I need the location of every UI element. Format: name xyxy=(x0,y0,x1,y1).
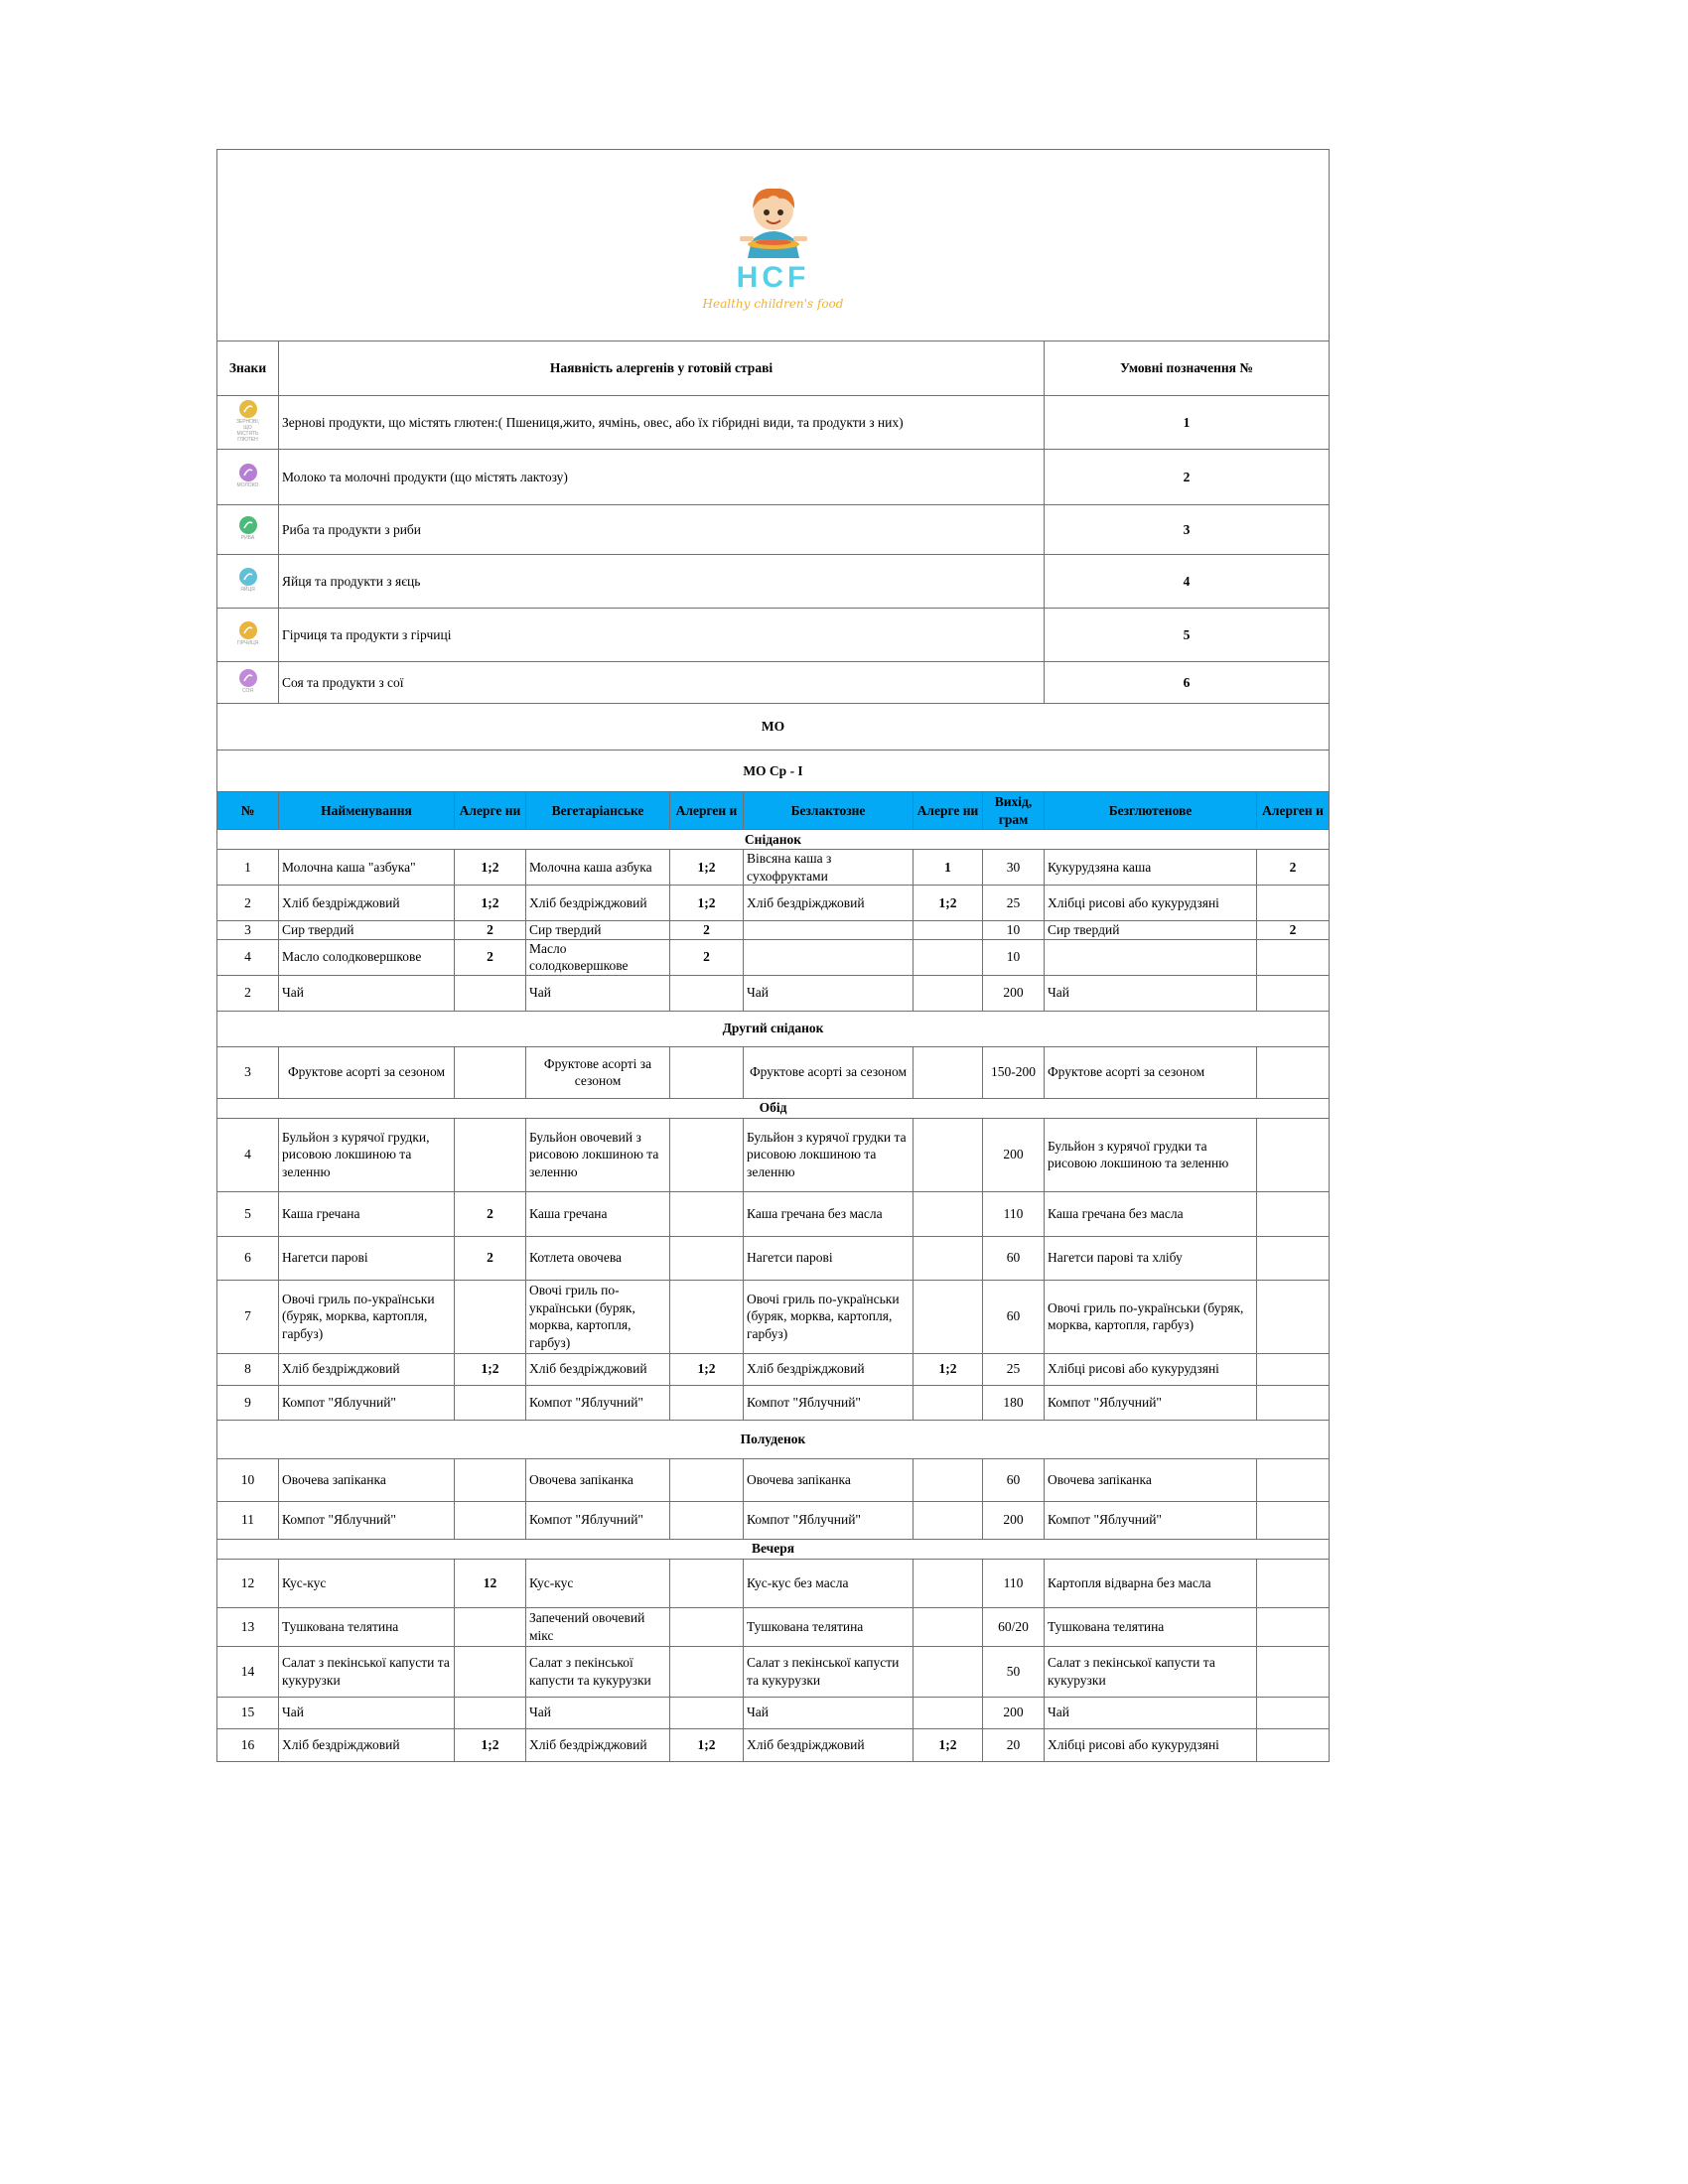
dish-cell xyxy=(914,975,983,1011)
dish-cell: Каша гречана xyxy=(526,1191,670,1236)
allergen-sign-cell xyxy=(217,450,279,505)
dish-cell: Чай xyxy=(1045,975,1257,1011)
dish-cell: Сир твердий xyxy=(1045,921,1257,940)
dish-cell: Кукурудзяна каша xyxy=(1045,850,1257,886)
dish-cell: 15 xyxy=(217,1697,279,1728)
allergen-icon-caption: ЯЙЦЯ xyxy=(240,587,255,594)
dish-row xyxy=(217,1118,1330,1191)
dish-cell: Чай xyxy=(744,1697,914,1728)
dish-cell: 200 xyxy=(983,1118,1045,1191)
dish-cell xyxy=(670,1501,744,1539)
dish-cell: Хліб бездріжджовий xyxy=(526,1353,670,1385)
dish-cell: Чай xyxy=(279,1697,455,1728)
dish-row xyxy=(217,975,1330,1011)
dish-cell: 8 xyxy=(217,1353,279,1385)
allergen-description: Зернові продукти, що містять глютен:( Пшениця,жито, ячмінь, овес, або їх гібридні види, та продукти з них) xyxy=(279,396,1045,450)
dish-cell: Котлета овочева xyxy=(526,1236,670,1280)
dish-cell: Картопля відварна без масла xyxy=(1045,1559,1257,1607)
dish-cell: Тушкована телятина xyxy=(1045,1607,1257,1646)
dish-cell: 6 xyxy=(217,1236,279,1280)
dish-cell xyxy=(455,1607,526,1646)
dish-cell: 2 xyxy=(1257,921,1330,940)
dish-cell: 1;2 xyxy=(670,1353,744,1385)
logo-text: HCF xyxy=(736,260,810,294)
dish-cell: 50 xyxy=(983,1646,1045,1697)
dish-cell: 2 xyxy=(455,921,526,940)
dish-cell xyxy=(1257,1607,1330,1646)
dish-cell: Сир твердий xyxy=(279,921,455,940)
dish-cell: 14 xyxy=(217,1646,279,1697)
dish-cell: Салат з пекінської капусти та кукурузки xyxy=(279,1646,455,1697)
dish-row xyxy=(217,1385,1330,1420)
allergen-row xyxy=(217,555,1330,609)
menu-column-header: Безлактозне xyxy=(744,792,914,830)
dish-cell xyxy=(1257,886,1330,921)
allergen-sign-cell xyxy=(217,505,279,555)
allergen-number: 4 xyxy=(1045,555,1330,609)
dish-cell: Хлібці рисові або кукурудзяні xyxy=(1045,1728,1257,1761)
allergen-icon-caption: РИБА xyxy=(240,535,255,542)
dish-cell: Салат з пекінської капусти та кукурузки xyxy=(744,1646,914,1697)
dish-cell xyxy=(455,1501,526,1539)
dish-cell xyxy=(1257,1728,1330,1761)
dish-cell xyxy=(744,921,914,940)
menu-column-header: Алерген и xyxy=(670,792,744,830)
allergen-number: 3 xyxy=(1045,505,1330,555)
dish-cell xyxy=(455,1280,526,1353)
dish-cell: Фруктове асорті за сезоном xyxy=(1045,1046,1257,1098)
dish-cell xyxy=(455,1458,526,1501)
fish-icon xyxy=(235,515,261,541)
dish-cell: 10 xyxy=(217,1458,279,1501)
boy-mascot-icon xyxy=(724,179,823,258)
dish-cell xyxy=(1257,1280,1330,1353)
allergen-description: Молоко та молочні продукти (що містять лактозу) xyxy=(279,450,1045,505)
dish-cell xyxy=(1257,1559,1330,1607)
logo-tagline: Healthy children's food xyxy=(702,296,844,311)
dish-cell xyxy=(670,1458,744,1501)
dish-row xyxy=(217,1458,1330,1501)
dish-cell xyxy=(1257,1501,1330,1539)
dish-cell: Нагетси парові xyxy=(279,1236,455,1280)
dish-cell xyxy=(670,1646,744,1697)
dish-cell: 16 xyxy=(217,1728,279,1761)
allergens-header: Наявність алергенів у готовій страві xyxy=(279,341,1045,396)
dish-cell: Чай xyxy=(279,975,455,1011)
menu-column-header: Найменування xyxy=(279,792,455,830)
dish-cell xyxy=(455,1697,526,1728)
menu-column-header: Алерге ни xyxy=(914,792,983,830)
dish-row xyxy=(217,1353,1330,1385)
dish-cell xyxy=(914,1697,983,1728)
allergen-icon-caption: СОЯ xyxy=(242,688,253,695)
dish-cell: 2 xyxy=(455,939,526,975)
dish-cell: Каша гречана xyxy=(279,1191,455,1236)
meal-section-row xyxy=(217,1539,1330,1559)
menu-column-header: № xyxy=(217,792,279,830)
dish-cell xyxy=(670,1046,744,1098)
menu-column-header: Алерген и xyxy=(1257,792,1330,830)
menu-title: МО xyxy=(217,704,1330,751)
allergen-sign-cell xyxy=(217,555,279,609)
dish-cell xyxy=(914,1118,983,1191)
dish-cell: Компот "Яблучний" xyxy=(744,1385,914,1420)
dish-row xyxy=(217,850,1330,886)
dish-cell: 1;2 xyxy=(455,1353,526,1385)
dish-cell: 1;2 xyxy=(455,1728,526,1761)
dish-cell: Вівсяна каша з сухофруктами xyxy=(744,850,914,886)
menu-title-row xyxy=(217,704,1330,751)
dish-cell: 1;2 xyxy=(670,850,744,886)
dish-cell: Бульйон з курячої грудки, рисовою локшиною та зеленню xyxy=(279,1118,455,1191)
dish-cell xyxy=(670,1280,744,1353)
dish-cell xyxy=(914,939,983,975)
menu-subtitle-row xyxy=(217,751,1330,792)
dish-cell xyxy=(914,1646,983,1697)
dish-cell: 3 xyxy=(217,1046,279,1098)
dish-cell: Компот "Яблучний" xyxy=(1045,1501,1257,1539)
dish-cell: 1 xyxy=(914,850,983,886)
dish-cell: Хліб бездріжджовий xyxy=(279,1728,455,1761)
dish-cell: Запечений овочевий мікс xyxy=(526,1607,670,1646)
dish-cell: 200 xyxy=(983,975,1045,1011)
dish-row xyxy=(217,1236,1330,1280)
document-table xyxy=(216,149,1330,1762)
dish-cell xyxy=(914,1236,983,1280)
dish-cell: Чай xyxy=(526,1697,670,1728)
dish-cell: 4 xyxy=(217,939,279,975)
logo-cell xyxy=(217,150,1330,341)
milk-icon xyxy=(235,463,261,488)
dish-cell: Овочева запіканка xyxy=(279,1458,455,1501)
dish-cell: Компот "Яблучний" xyxy=(1045,1385,1257,1420)
dish-cell xyxy=(670,1236,744,1280)
dish-cell: Хліб бездріжджовий xyxy=(526,1728,670,1761)
menu-document xyxy=(216,149,1329,1762)
dish-row xyxy=(217,1501,1330,1539)
dish-cell: Овочі гриль по-українськи (буряк, морква, картопля, гарбуз) xyxy=(744,1280,914,1353)
dish-cell: Фруктове асорті за сезоном xyxy=(744,1046,914,1098)
dish-cell: 110 xyxy=(983,1559,1045,1607)
dish-cell: Чай xyxy=(526,975,670,1011)
logo xyxy=(220,179,1326,313)
dish-cell: 10 xyxy=(983,939,1045,975)
dish-cell xyxy=(455,1385,526,1420)
dish-row xyxy=(217,1607,1330,1646)
dish-cell: 10 xyxy=(983,921,1045,940)
dish-cell: 25 xyxy=(983,1353,1045,1385)
dish-cell: 2 xyxy=(670,939,744,975)
dish-cell xyxy=(1257,1118,1330,1191)
dish-row xyxy=(217,1280,1330,1353)
dish-cell: Компот "Яблучний" xyxy=(279,1385,455,1420)
dish-cell: 3 xyxy=(217,921,279,940)
dish-cell: 200 xyxy=(983,1501,1045,1539)
dish-cell: 1;2 xyxy=(455,850,526,886)
dish-cell: Масло солодковершкове xyxy=(526,939,670,975)
dish-cell: Хліб бездріжджовий xyxy=(279,886,455,921)
dish-cell: 2 xyxy=(670,921,744,940)
dish-cell xyxy=(670,1118,744,1191)
dish-cell: Кус-кус без масла xyxy=(744,1559,914,1607)
dish-cell: 9 xyxy=(217,1385,279,1420)
dish-cell: 1;2 xyxy=(670,1728,744,1761)
dish-row xyxy=(217,886,1330,921)
allergen-number: 6 xyxy=(1045,662,1330,704)
dish-cell: 1;2 xyxy=(670,886,744,921)
dish-cell xyxy=(1257,1697,1330,1728)
meal-section-title: Другий сніданок xyxy=(217,1011,1330,1046)
soy-icon xyxy=(235,668,261,694)
dish-cell xyxy=(670,1607,744,1646)
dish-cell: Кус-кус xyxy=(279,1559,455,1607)
dish-cell xyxy=(914,1607,983,1646)
menu-header-row xyxy=(217,792,1330,830)
allergen-number: 5 xyxy=(1045,609,1330,662)
dish-cell xyxy=(670,1385,744,1420)
dish-cell: Тушкована телятина xyxy=(279,1607,455,1646)
dish-cell: Молочна каша "азбука" xyxy=(279,850,455,886)
dish-cell: Хліб бездріжджовий xyxy=(526,886,670,921)
dish-cell xyxy=(1257,1646,1330,1697)
allergen-icon-caption: ЗЕРНОВІ, ЩО МІСТЯТЬ ГЛЮТЕН xyxy=(235,419,260,444)
dish-cell: Каша гречана без масла xyxy=(744,1191,914,1236)
dish-cell: 200 xyxy=(983,1697,1045,1728)
dish-row xyxy=(217,1191,1330,1236)
allergen-header-row xyxy=(217,341,1330,396)
allergen-sign-cell xyxy=(217,396,279,450)
dish-cell xyxy=(914,1046,983,1098)
dish-cell xyxy=(670,1697,744,1728)
dish-cell: Компот "Яблучний" xyxy=(526,1501,670,1539)
dish-cell: Нагетси парові та хлібу xyxy=(1045,1236,1257,1280)
dish-cell: Компот "Яблучний" xyxy=(526,1385,670,1420)
dish-cell: 2 xyxy=(217,975,279,1011)
allergen-number: 1 xyxy=(1045,396,1330,450)
dish-cell: 110 xyxy=(983,1191,1045,1236)
allergen-sign-cell xyxy=(217,662,279,704)
dish-row xyxy=(217,1046,1330,1098)
dish-cell: 1;2 xyxy=(914,1353,983,1385)
meal-section-row xyxy=(217,1420,1330,1458)
dish-cell xyxy=(455,1646,526,1697)
allergen-row xyxy=(217,450,1330,505)
dish-cell: Овочева запіканка xyxy=(1045,1458,1257,1501)
egg-icon xyxy=(235,567,261,593)
dish-cell: Хліб бездріжджовий xyxy=(744,1353,914,1385)
dish-cell: Нагетси парові xyxy=(744,1236,914,1280)
dish-cell: 1;2 xyxy=(455,886,526,921)
dish-cell: 4 xyxy=(217,1118,279,1191)
dish-cell xyxy=(744,939,914,975)
dish-cell xyxy=(914,1458,983,1501)
menu-column-header: Вихід, грам xyxy=(983,792,1045,830)
dish-row xyxy=(217,1728,1330,1761)
dish-cell: 150-200 xyxy=(983,1046,1045,1098)
meal-section-title: Вечеря xyxy=(217,1539,1330,1559)
wheat-icon xyxy=(235,399,261,443)
dish-cell xyxy=(914,1501,983,1539)
dish-cell: Каша гречана без масла xyxy=(1045,1191,1257,1236)
dish-cell: Компот "Яблучний" xyxy=(744,1501,914,1539)
dish-cell: 1;2 xyxy=(914,886,983,921)
dish-cell xyxy=(914,1385,983,1420)
dish-cell: Масло солодковершкове xyxy=(279,939,455,975)
dish-cell: Овочі гриль по-українськи (буряк, морква, картопля, гарбуз) xyxy=(1045,1280,1257,1353)
dish-cell xyxy=(1045,939,1257,975)
dish-cell: Сир твердий xyxy=(526,921,670,940)
dish-cell: Хліб бездріжджовий xyxy=(744,1728,914,1761)
allergen-description: Яйця та продукти з яєць xyxy=(279,555,1045,609)
dish-cell xyxy=(1257,1236,1330,1280)
dish-cell xyxy=(455,1046,526,1098)
dish-cell: 20 xyxy=(983,1728,1045,1761)
dish-cell: 2 xyxy=(217,886,279,921)
dish-cell: Бульйон з курячої грудки та рисовою локшиною та зеленню xyxy=(744,1118,914,1191)
dish-cell: Салат з пекінської капусти та кукурузки xyxy=(1045,1646,1257,1697)
meal-section-title: Сніданок xyxy=(217,830,1330,850)
dish-cell: 12 xyxy=(455,1559,526,1607)
allergen-row xyxy=(217,609,1330,662)
dish-cell xyxy=(670,975,744,1011)
dish-cell: Чай xyxy=(744,975,914,1011)
dish-cell: Бульйон овочевий з рисовою локшиною та зеленню xyxy=(526,1118,670,1191)
allergen-icon-caption: МОЛОКО xyxy=(236,482,259,489)
dish-cell: 60 xyxy=(983,1236,1045,1280)
legend-number-header: Умовні позначення № xyxy=(1045,341,1330,396)
dish-cell xyxy=(914,1191,983,1236)
dish-row xyxy=(217,939,1330,975)
dish-cell xyxy=(1257,1046,1330,1098)
dish-cell: Овочі гриль по-українськи (буряк, морква, картопля, гарбуз) xyxy=(526,1280,670,1353)
dish-cell xyxy=(914,921,983,940)
meal-section-row xyxy=(217,1011,1330,1046)
dish-cell: 12 xyxy=(217,1559,279,1607)
dish-cell: 7 xyxy=(217,1280,279,1353)
meal-section-row xyxy=(217,830,1330,850)
dish-cell xyxy=(1257,1353,1330,1385)
dish-cell: 2 xyxy=(1257,850,1330,886)
dish-row xyxy=(217,921,1330,940)
dish-cell xyxy=(914,1280,983,1353)
dish-row xyxy=(217,1559,1330,1607)
dish-cell: Фруктове асорті за сезоном xyxy=(526,1046,670,1098)
dish-cell: Кус-кус xyxy=(526,1559,670,1607)
menu-subtitle: МО Ср - I xyxy=(217,751,1330,792)
dish-cell: Тушкована телятина xyxy=(744,1607,914,1646)
dish-cell: Овочева запіканка xyxy=(744,1458,914,1501)
meal-section-row xyxy=(217,1098,1330,1118)
menu-column-header: Алерге ни xyxy=(455,792,526,830)
dish-cell: 2 xyxy=(455,1236,526,1280)
mustard-icon xyxy=(235,620,261,646)
dish-cell xyxy=(914,1559,983,1607)
dish-cell: 13 xyxy=(217,1607,279,1646)
allergen-sign-cell xyxy=(217,609,279,662)
dish-row xyxy=(217,1646,1330,1697)
signs-header: Знаки xyxy=(217,341,279,396)
dish-cell: Овочі гриль по-українськи (буряк, морква, картопля, гарбуз) xyxy=(279,1280,455,1353)
allergen-row xyxy=(217,662,1330,704)
dish-cell: 5 xyxy=(217,1191,279,1236)
dish-cell: Бульйон з курячої грудки та рисовою локшиною та зеленню xyxy=(1045,1118,1257,1191)
allergen-icon-caption: ГІРЧИЦЯ xyxy=(236,640,259,647)
dish-cell xyxy=(670,1191,744,1236)
dish-cell: 11 xyxy=(217,1501,279,1539)
dish-cell: 180 xyxy=(983,1385,1045,1420)
dish-cell: 1;2 xyxy=(914,1728,983,1761)
dish-cell: Чай xyxy=(1045,1697,1257,1728)
allergen-description: Риба та продукти з риби xyxy=(279,505,1045,555)
dish-cell: Салат з пекінської капусти та кукурузки xyxy=(526,1646,670,1697)
dish-cell: 1 xyxy=(217,850,279,886)
dish-cell: 60 xyxy=(983,1458,1045,1501)
dish-cell: Овочева запіканка xyxy=(526,1458,670,1501)
dish-cell xyxy=(455,975,526,1011)
allergen-description: Соя та продукти з сої xyxy=(279,662,1045,704)
dish-cell: 60 xyxy=(983,1280,1045,1353)
allergen-row xyxy=(217,396,1330,450)
allergen-description: Гірчиця та продукти з гірчиці xyxy=(279,609,1045,662)
dish-cell xyxy=(455,1118,526,1191)
dish-cell: 60/20 xyxy=(983,1607,1045,1646)
dish-row xyxy=(217,1697,1330,1728)
dish-cell: 30 xyxy=(983,850,1045,886)
dish-cell: Молочна каша азбука xyxy=(526,850,670,886)
meal-section-title: Полуденок xyxy=(217,1420,1330,1458)
dish-cell: Хлібці рисові або кукурудзяні xyxy=(1045,886,1257,921)
dish-cell: Хлібці рисові або кукурудзяні xyxy=(1045,1353,1257,1385)
meal-section-title: Обід xyxy=(217,1098,1330,1118)
dish-cell xyxy=(1257,1191,1330,1236)
dish-cell: Фруктове асорті за сезоном xyxy=(279,1046,455,1098)
dish-cell: Хліб бездріжджовий xyxy=(279,1353,455,1385)
menu-column-header: Вегетаріанське xyxy=(526,792,670,830)
dish-cell xyxy=(670,1559,744,1607)
allergen-number: 2 xyxy=(1045,450,1330,505)
dish-cell xyxy=(1257,975,1330,1011)
menu-column-header: Безглютенове xyxy=(1045,792,1257,830)
dish-cell xyxy=(1257,1458,1330,1501)
allergen-row xyxy=(217,505,1330,555)
dish-cell: Хліб бездріжджовий xyxy=(744,886,914,921)
dish-cell: 25 xyxy=(983,886,1045,921)
dish-cell xyxy=(1257,939,1330,975)
dish-cell: 2 xyxy=(455,1191,526,1236)
dish-cell: Компот "Яблучний" xyxy=(279,1501,455,1539)
dish-cell xyxy=(1257,1385,1330,1420)
